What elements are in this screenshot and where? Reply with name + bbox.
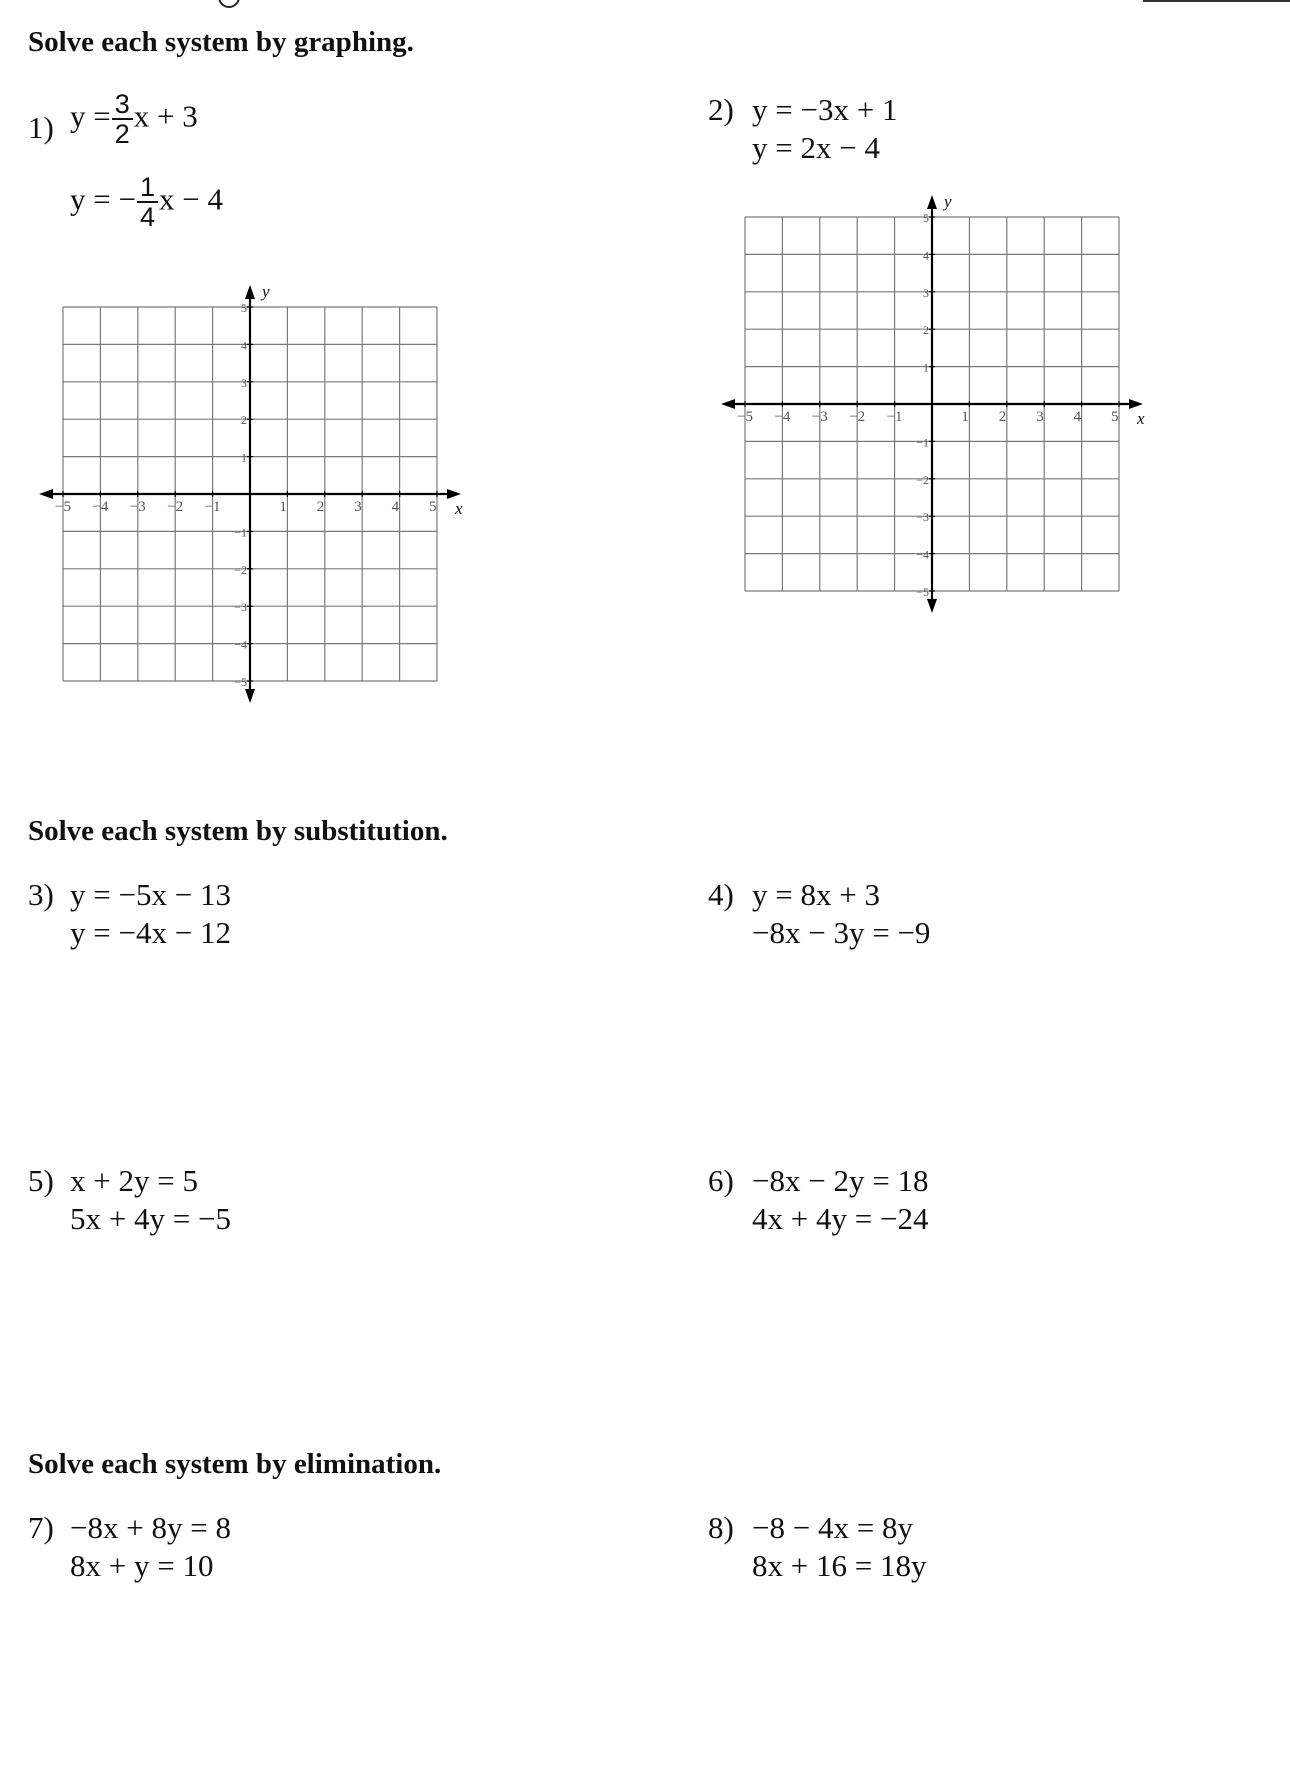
equation-line: 5x + 4y = −5 bbox=[70, 1201, 231, 1236]
x-tick-label: −2 bbox=[167, 499, 184, 515]
y-axis-label: y bbox=[262, 282, 270, 301]
equation-line bbox=[70, 173, 223, 232]
equation-line: −8x − 2y = 18 bbox=[752, 1163, 929, 1198]
y-tick-label: −2 bbox=[916, 472, 929, 487]
equation-line: y = 8x + 3 bbox=[752, 877, 880, 912]
problem-number: 8) bbox=[708, 1510, 734, 1545]
y-tick-label: −5 bbox=[234, 675, 247, 689]
equation-lhs: y = bbox=[70, 98, 111, 134]
problem-number: 3) bbox=[28, 877, 54, 912]
equation-line: 4x + 4y = −24 bbox=[752, 1201, 929, 1236]
x-axis-arrow-right bbox=[447, 489, 461, 499]
y-tick-label: 1 bbox=[241, 450, 247, 465]
x-tick-label: −3 bbox=[129, 499, 146, 515]
equation-line: y = −4x − 12 bbox=[70, 915, 231, 950]
y-tick-label: −2 bbox=[234, 562, 247, 577]
problem-number: 2) bbox=[708, 92, 734, 127]
y-tick-label: 5 bbox=[241, 301, 247, 315]
y-axis-label: y bbox=[944, 192, 952, 211]
x-tick-label: 2 bbox=[316, 499, 325, 515]
x-axis-label: x bbox=[455, 499, 463, 518]
y-tick-label: −3 bbox=[916, 510, 929, 525]
x-tick-label: −5 bbox=[55, 499, 71, 515]
problem-number: 1) bbox=[28, 110, 54, 145]
x-tick-label: 5 bbox=[1111, 409, 1119, 425]
equation-line: −8x − 3y = −9 bbox=[752, 915, 931, 950]
y-tick-label: −4 bbox=[234, 637, 247, 652]
fraction bbox=[137, 173, 158, 232]
y-axis-arrow-up bbox=[927, 195, 937, 209]
y-tick-label: −4 bbox=[916, 547, 929, 562]
section-heading-graphing: Solve each system by graphing. bbox=[28, 26, 414, 58]
y-tick-label: 2 bbox=[923, 323, 929, 338]
equation-rest: x + 3 bbox=[133, 98, 198, 134]
y-axis-arrow-up bbox=[245, 285, 255, 299]
equation-line bbox=[70, 90, 198, 149]
x-tick-label: 4 bbox=[1073, 409, 1082, 425]
y-tick-label: 4 bbox=[923, 248, 929, 263]
fraction bbox=[112, 90, 133, 149]
equation-line: −8x + 8y = 8 bbox=[70, 1510, 231, 1545]
y-tick-label: 3 bbox=[241, 375, 247, 390]
x-tick-label: −5 bbox=[737, 409, 753, 425]
y-axis-arrow-down bbox=[927, 599, 937, 613]
fraction-denominator: 4 bbox=[139, 202, 155, 233]
x-tick-label: −1 bbox=[886, 409, 903, 425]
x-tick-label: −2 bbox=[849, 409, 866, 425]
y-tick-label: 5 bbox=[923, 211, 929, 225]
x-tick-label: 3 bbox=[1036, 409, 1044, 425]
y-tick-label: −1 bbox=[234, 525, 247, 540]
x-tick-label: −4 bbox=[774, 409, 791, 425]
x-tick-label: 4 bbox=[391, 499, 400, 515]
fraction-numerator: 1 bbox=[137, 173, 158, 203]
y-tick-label: 1 bbox=[923, 360, 929, 375]
y-tick-label: −1 bbox=[916, 435, 929, 450]
x-axis-arrow-left bbox=[39, 489, 53, 499]
fraction-numerator: 3 bbox=[112, 90, 133, 120]
coordinate-grid[interactable] bbox=[712, 175, 1152, 615]
y-tick-label: −5 bbox=[916, 585, 929, 599]
y-tick-label: 3 bbox=[923, 285, 929, 300]
x-tick-label: 1 bbox=[961, 409, 969, 425]
y-tick-label: 2 bbox=[241, 413, 247, 428]
problem-number: 4) bbox=[708, 877, 734, 912]
x-tick-label: 5 bbox=[429, 499, 437, 515]
fraction-denominator: 2 bbox=[114, 119, 130, 150]
y-axis-arrow-down bbox=[245, 689, 255, 703]
x-tick-label: 3 bbox=[354, 499, 362, 515]
name-line bbox=[1143, 0, 1290, 2]
equation-line: 8x + 16 = 18y bbox=[752, 1548, 927, 1583]
x-axis-arrow-right bbox=[1129, 399, 1143, 409]
x-tick-label: −3 bbox=[811, 409, 828, 425]
coordinate-grid[interactable] bbox=[30, 265, 470, 705]
problem-number: 6) bbox=[708, 1163, 734, 1198]
section-heading-substitution: Solve each system by substitution. bbox=[28, 815, 448, 847]
equation-line: y = −5x − 13 bbox=[70, 877, 231, 912]
problem-number: 5) bbox=[28, 1163, 54, 1198]
x-tick-label: 2 bbox=[998, 409, 1007, 425]
equation-line: y = −3x + 1 bbox=[752, 92, 898, 127]
x-axis-arrow-left bbox=[721, 399, 735, 409]
y-tick-label: 4 bbox=[241, 338, 247, 353]
problem-number: 7) bbox=[28, 1510, 54, 1545]
cropped-glyph bbox=[218, 0, 240, 8]
x-tick-label: −1 bbox=[204, 499, 221, 515]
x-axis-label: x bbox=[1137, 409, 1145, 428]
x-tick-label: 1 bbox=[279, 499, 287, 515]
y-tick-label: −3 bbox=[234, 600, 247, 615]
equation-line: 8x + y = 10 bbox=[70, 1548, 214, 1583]
equation-rest: x − 4 bbox=[159, 181, 223, 217]
equation-line: x + 2y = 5 bbox=[70, 1163, 198, 1198]
equation-lhs: y = − bbox=[70, 181, 136, 217]
x-tick-label: −4 bbox=[92, 499, 109, 515]
section-heading-elimination: Solve each system by elimination. bbox=[28, 1448, 442, 1480]
equation-line: y = 2x − 4 bbox=[752, 130, 880, 165]
equation-line: −8 − 4x = 8y bbox=[752, 1510, 913, 1545]
